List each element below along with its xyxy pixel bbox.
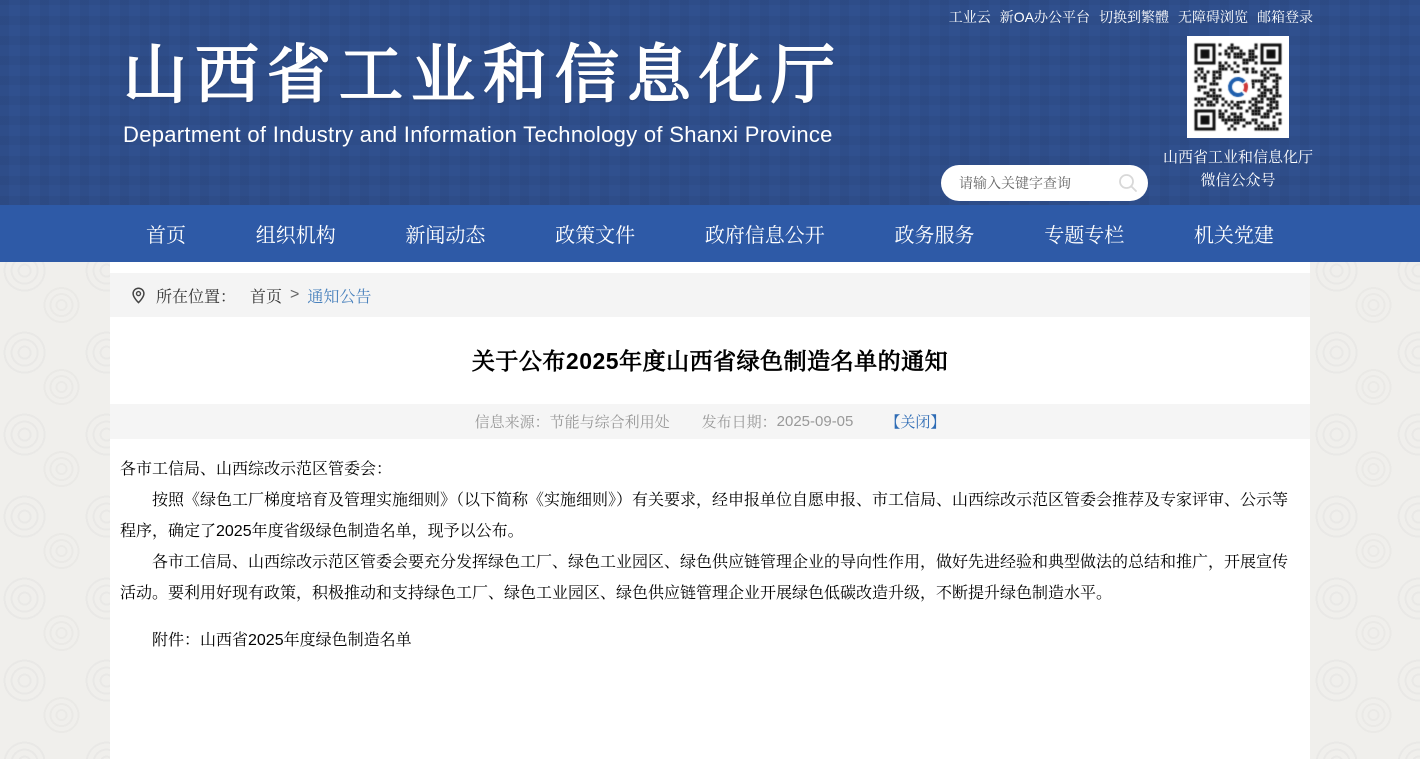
nav-item[interactable]: 政务服务 bbox=[894, 225, 975, 247]
site-header bbox=[0, 0, 1420, 205]
topbar-link[interactable]: 新OA办公平台 bbox=[999, 9, 1090, 25]
qr-caption-line1: 山西省工业和信息化厅 bbox=[1162, 149, 1313, 166]
date-label: 发布日期： bbox=[701, 414, 777, 431]
topbar-links bbox=[940, 7, 1313, 27]
nav-item[interactable]: 机关党建 bbox=[1193, 225, 1274, 247]
breadcrumb-current-link[interactable]: 通知公告 bbox=[307, 288, 372, 306]
topbar-link[interactable]: 无障碍浏览 bbox=[1178, 9, 1248, 25]
search-box bbox=[941, 165, 1148, 201]
nav-item[interactable]: 政府信息公开 bbox=[704, 225, 825, 247]
search-input[interactable] bbox=[957, 165, 1112, 201]
source-value: 节能与综合利用处 bbox=[549, 414, 670, 431]
qr-code-image bbox=[1187, 36, 1289, 138]
article-paragraphs bbox=[120, 485, 1300, 609]
article-body bbox=[110, 439, 1310, 656]
search-icon[interactable] bbox=[1117, 172, 1139, 194]
topbar-link[interactable]: 切换到繁體 bbox=[1099, 9, 1169, 25]
article-paragraph: 按照《绿色工厂梯度培育及管理实施细则》（以下简称《实施细则》）有关要求，经申报单位自愿申报、市工信局、山西综改示范区管委会推荐及专家评审、公示等程序，确定了2025年度省级绿色制造名单，现予以公布。 bbox=[120, 492, 1289, 540]
close-button[interactable]: 【关闭】 bbox=[885, 414, 946, 431]
site-title: 山西省工业和信息化厅 bbox=[123, 39, 843, 111]
article-title: 关于公布2025年度山西省绿色制造名单的通知 bbox=[471, 348, 949, 374]
nav-item[interactable]: 组织机构 bbox=[255, 225, 336, 247]
qr-caption bbox=[1148, 146, 1328, 192]
article-salutation: 各市工信局、山西综改示范区管委会： bbox=[120, 461, 393, 478]
site-subtitle: Department of Industry and Information Technology of Shanxi Province bbox=[123, 122, 833, 147]
site-brand bbox=[123, 40, 843, 148]
nav-items bbox=[110, 205, 1310, 262]
topbar-link[interactable]: 邮箱登录 bbox=[1257, 9, 1313, 25]
nav-item[interactable]: 新闻动态 bbox=[405, 225, 486, 247]
nav-item[interactable]: 首页 bbox=[146, 225, 186, 247]
attachment-link[interactable]: 附件：山西省2025年度绿色制造名单 bbox=[152, 632, 412, 649]
wechat-qr-block bbox=[1162, 36, 1313, 189]
breadcrumb-home-link[interactable]: 首页 bbox=[250, 288, 283, 306]
article-paragraph: 各市工信局、山西综改示范区管委会要充分发挥绿色工厂、绿色工业园区、绿色供应链管理企业的导向性作用，做好先进经验和典型做法的总结和推广，开展宣传活动。要利用好现有政策，积极推动和支持绿色工厂、绿色工业园区、绿色供应链管理企业开展绿色低碳改造升级，不断提升绿色制造水平。 bbox=[120, 554, 1289, 602]
qr-caption-line2: 微信公众号 bbox=[1200, 172, 1276, 189]
location-pin-icon bbox=[130, 287, 147, 304]
topbar-link[interactable]: 工业云 bbox=[948, 9, 991, 25]
breadcrumb bbox=[110, 273, 1310, 317]
main-nav bbox=[0, 205, 1420, 262]
breadcrumb-label: 所在位置： bbox=[156, 288, 237, 306]
breadcrumb-separator: > bbox=[290, 286, 300, 303]
article-meta bbox=[110, 404, 1310, 439]
source-label: 信息来源： bbox=[474, 414, 550, 431]
article-title-block bbox=[110, 317, 1310, 404]
nav-item[interactable]: 专题专栏 bbox=[1044, 225, 1125, 247]
nav-item[interactable]: 政策文件 bbox=[555, 225, 636, 247]
date-value: 2025-09-05 bbox=[776, 413, 854, 430]
content-panel bbox=[110, 262, 1310, 759]
